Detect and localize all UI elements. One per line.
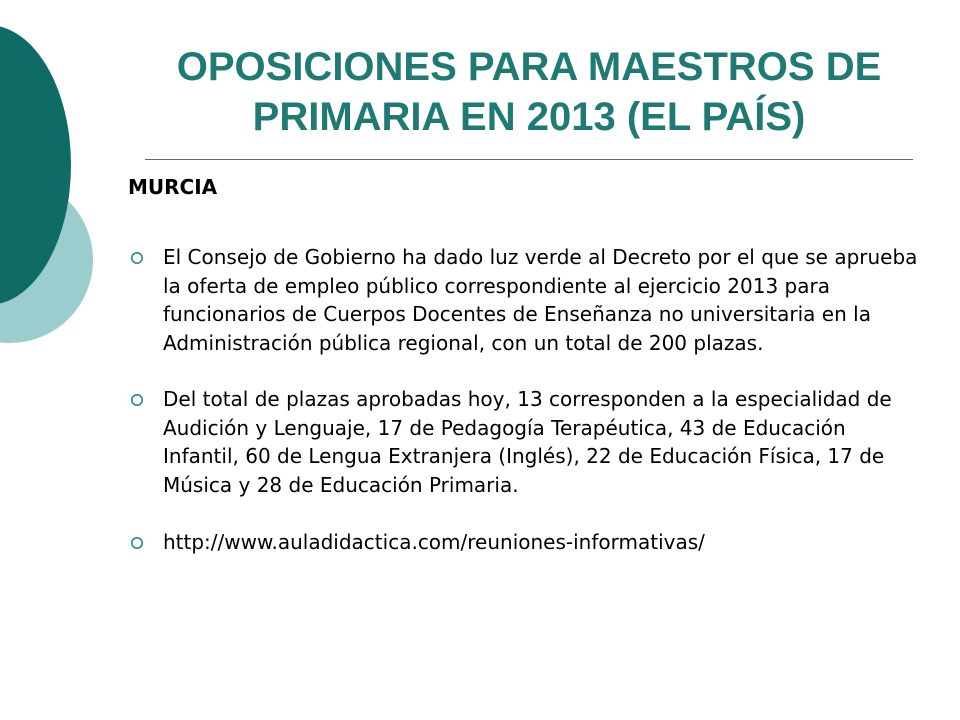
slide-title: OPOSICIONES PARA MAESTROS DE PRIMARIA EN 2013 (EL PAÍS) xyxy=(176,45,882,139)
region-heading: MURCIA xyxy=(128,175,218,199)
title-divider xyxy=(145,159,913,160)
url-text: http://www.auladidactica.com/reuniones-informativas/ xyxy=(163,530,705,554)
bullet-item-places xyxy=(128,385,918,499)
bullet-item-decree xyxy=(128,243,918,357)
open-circle-bullet-icon xyxy=(130,536,144,550)
open-circle-bullet-icon xyxy=(130,251,144,265)
bullet-text: Del total de plazas aprobadas hoy, 13 corresponden a la especialidad de Audición y Lenguaje, 17 de Pedagogía Terapéutica, 43 de Educación Infantil, 60 de Lengua Extranjera (Inglés), 22 de Educación Física, 17 de Música y 28 de Educación Primaria. xyxy=(163,387,892,497)
bullet-item-link xyxy=(128,528,918,557)
bullet-list xyxy=(128,243,918,557)
bullet-text: El Consejo de Gobierno ha dado luz verde al Decreto por el que se aprueba la oferta de empleo público correspondiente al ejercicio 2013 para funcionarios de Cuerpos Docentes de Enseñanza no universitaria en la Administración pública regional, con un total de 200 plazas. xyxy=(163,245,918,355)
open-circle-bullet-icon xyxy=(130,393,144,407)
